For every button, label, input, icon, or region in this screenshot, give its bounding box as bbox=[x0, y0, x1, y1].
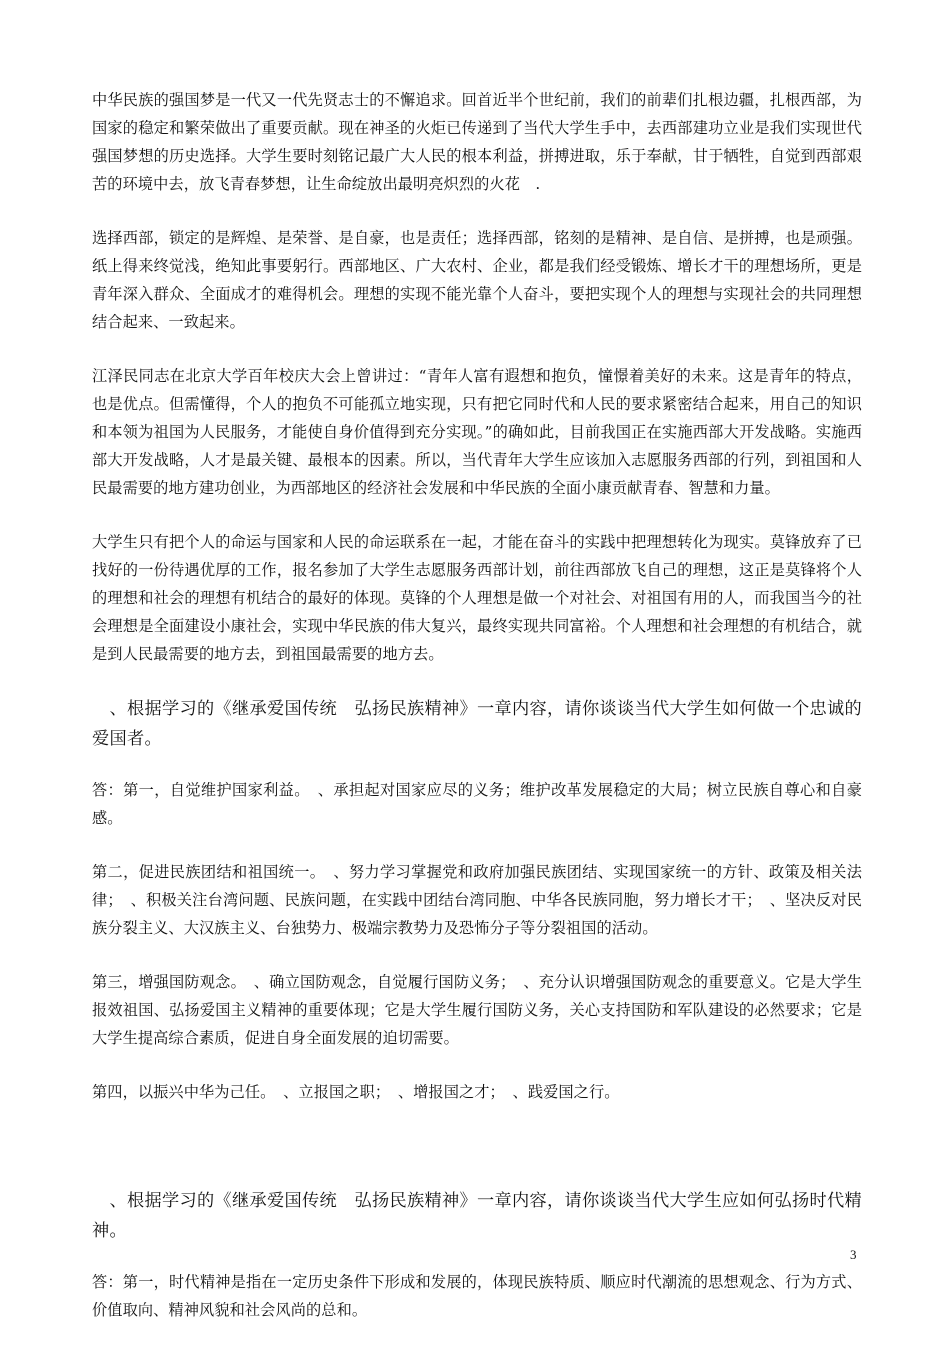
paragraph-western-dream: 中华民族的强国梦是一代又一代先贤志士的不懈追求。回首近半个世纪前，我们的前辈们扎根边疆，扎根西部，为国家的稳定和繁荣做出了重要贡献。现在神圣的火炬已传递到了当代大学生手中，去西部建功立业是我们实现世代强国梦想的历史选择。大学生要时刻铭记最广大人民的根本利益，拼搏进取，乐于奉献，甘于牺牲，自觉到西部艰苦的环境中去，放飞青春梦想，让生命绽放出最明亮炽烈的火花 . bbox=[92, 91, 862, 193]
question-era-spirit: 、根据学习的《继承爱国传统 弘扬民族精神》一章内容，请你谈谈当代大学生应如何弘扬时代精神。 bbox=[92, 1191, 862, 1241]
answer-first: 答：第一，自觉维护国家利益。 、承担起对国家应尽的义务；维护改革发展稳定的大局；树立民族自尊心和自豪感。 bbox=[92, 781, 862, 827]
paragraph-choose-west: 选择西部，锁定的是辉煌、是荣誉、是自豪，也是责任；选择西部，铭刻的是精神、是自信、是拼搏，也是顽强。纸上得来终觉浅，绝知此事要躬行。西部地区、广大农村、企业，都是我们经受锻炼、增长才干的理想场所，更是青年深入群众、全面成才的难得机会。理想的实现不能光靠个人奋斗，要把实现个人的理想与实现社会的共同理想结合起来、一致起来。 bbox=[92, 229, 862, 331]
section-gap bbox=[92, 1132, 862, 1186]
paragraph-mo-feng: 大学生只有把个人的命运与国家和人民的命运联系在一起，才能在奋斗的实践中把理想转化为现实。莫锋放弃了已找好的一份待遇优厚的工作，报名参加了大学生志愿服务西部计划，前往西部放飞自己的理想，这正是莫锋将个人的理想和社会的理想有机结合的最好的体现。莫锋的个人理想是做一个对社会、对祖国有用的人，而我国当今的社会理想是全面建设小康社会，实现中华民族的伟大复兴，最终实现共同富裕。个人理想和社会理想的有机结合，就是到人民最需要的地方去，到祖国最需要的地方去。 bbox=[92, 533, 862, 663]
question-patriot: 、根据学习的《继承爱国传统 弘扬民族精神》一章内容，请你谈谈当代大学生如何做一个忠诚的爱国者。 bbox=[92, 699, 862, 749]
answer-era-first: 答：第一，时代精神是指在一定历史条件下形成和发展的，体现民族特质、顺应时代潮流的思想观念、行为方式、价值取向、精神风貌和社会风尚的总和。 bbox=[92, 1273, 862, 1319]
paragraph-jiang-speech: 江泽民同志在北京大学百年校庆大会上曾讲过：“青年人富有遐想和抱负，憧憬着美好的未来。这是青年的特点，也是优点。但需懂得，个人的抱负不可能孤立地实现，只有把它同时代和人民的要求紧密结合起来，用自己的知识和本领为祖国为人民服务，才能使自身价值得到充分实现。”的确如此，目前我国正在实施西部大开发战略。实施西部大开发战略，人才是最关键、最根本的因素。所以，当代青年大学生应该加入志愿服务西部的行列，到祖国和人民最需要的地方建功创业，为西部地区的经济社会发展和中华民族的全面小康贡献青春、智慧和力量。 bbox=[92, 367, 862, 497]
answer-third: 第三，增强国防观念。 、确立国防观念，自觉履行国防义务； 、充分认识增强国防观念的重要意义。它是大学生报效祖国、弘扬爱国主义精神的重要体现；它是大学生履行国防义务，关心支持国防和军队建设的必然要求；它是大学生提高综合素质，促进自身全面发展的迫切需要。 bbox=[92, 973, 862, 1047]
answer-fourth: 第四，以振兴中华为己任。 、立报国之职； 、增报国之才； 、践爱国之行。 bbox=[92, 1083, 620, 1101]
page-number: 3 bbox=[850, 1247, 857, 1262]
answer-second: 第二，促进民族团结和祖国统一。 、努力学习掌握党和政府加强民族团结、实现国家统一的方针、政策及相关法律； 、积极关注台湾问题、民族问题，在实践中团结台湾同胞、中华各民族同胞，努力增长才干； 、坚决反对民族分裂主义、大汉族主义、台独势力、极端宗教势力及恐怖分子等分裂祖国的活动。 bbox=[92, 863, 862, 937]
document-body bbox=[92, 86, 862, 1350]
